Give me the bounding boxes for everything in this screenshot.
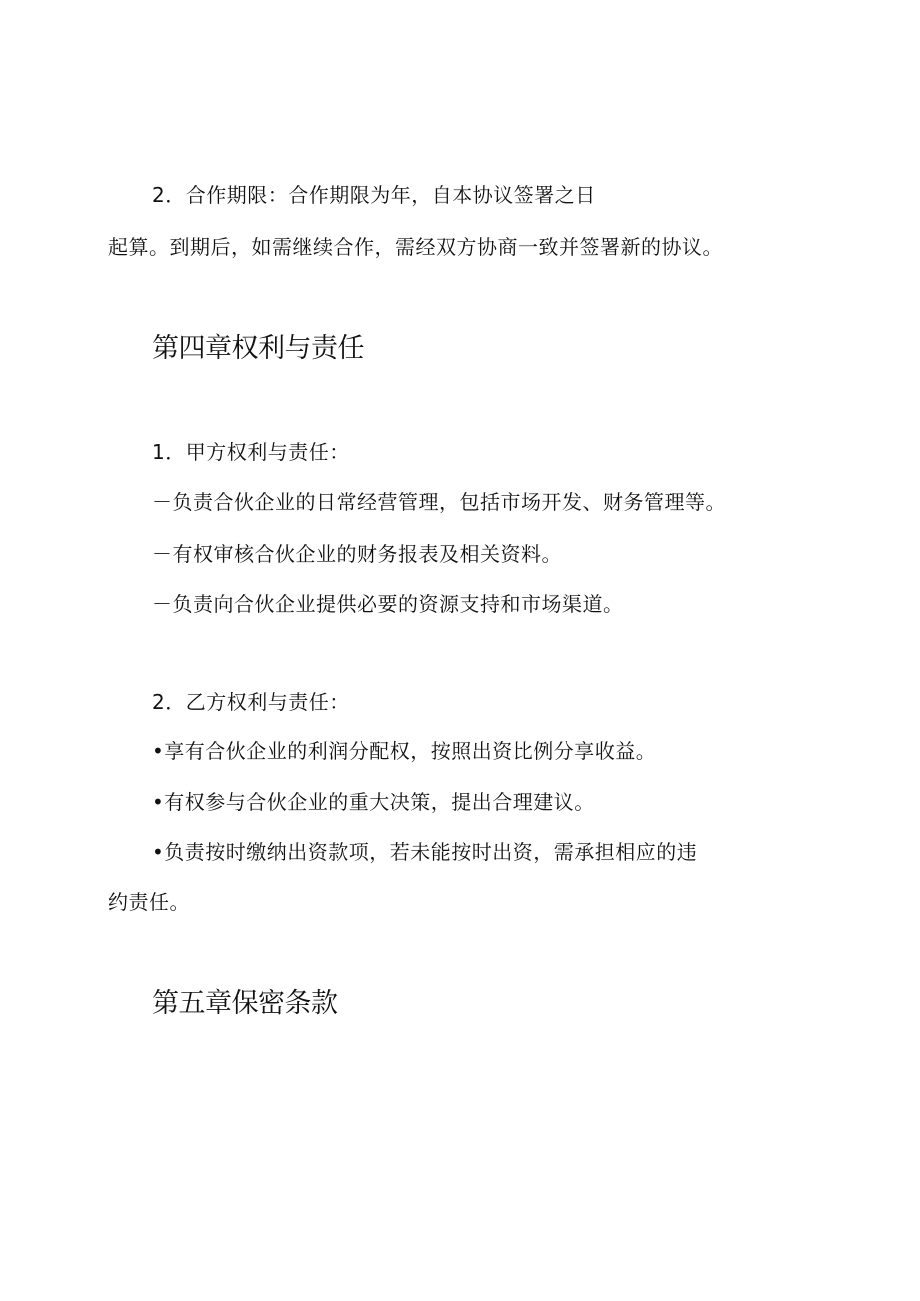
party-b-heading: 2．乙方权利与责任：	[152, 690, 350, 714]
chapter-5-title: 第五章保密条款	[152, 988, 338, 1019]
party-b-item: •有权参与合伙企业的重大决策，提出合理建议。	[152, 790, 595, 814]
party-a-heading: 1．甲方权利与责任：	[152, 440, 350, 464]
party-a-item: －有权审核合伙企业的财务报表及相关资料。	[152, 542, 562, 566]
party-a-item: －负责合伙企业的日常经营管理，包括市场开发、财务管理等。	[152, 490, 726, 514]
chapter-4-title: 第四章权利与责任	[152, 333, 364, 364]
party-a-item: －负责向合伙企业提供必要的资源支持和市场渠道。	[152, 592, 624, 616]
party-b-item: •负责按时缴纳出资款项，若未能按时出资，需承担相应的违	[152, 840, 698, 864]
term-clause-line-2: 起算。到期后，如需继续合作，需经双方协商一致并签署新的协议。	[108, 235, 723, 259]
party-b-item-continuation: 约责任。	[108, 890, 190, 914]
term-clause-line-1: 2．合作期限：合作期限为年，自本协议签署之日	[152, 183, 596, 207]
party-b-item: •享有合伙企业的利润分配权，按照出资比例分享收益。	[152, 739, 657, 763]
